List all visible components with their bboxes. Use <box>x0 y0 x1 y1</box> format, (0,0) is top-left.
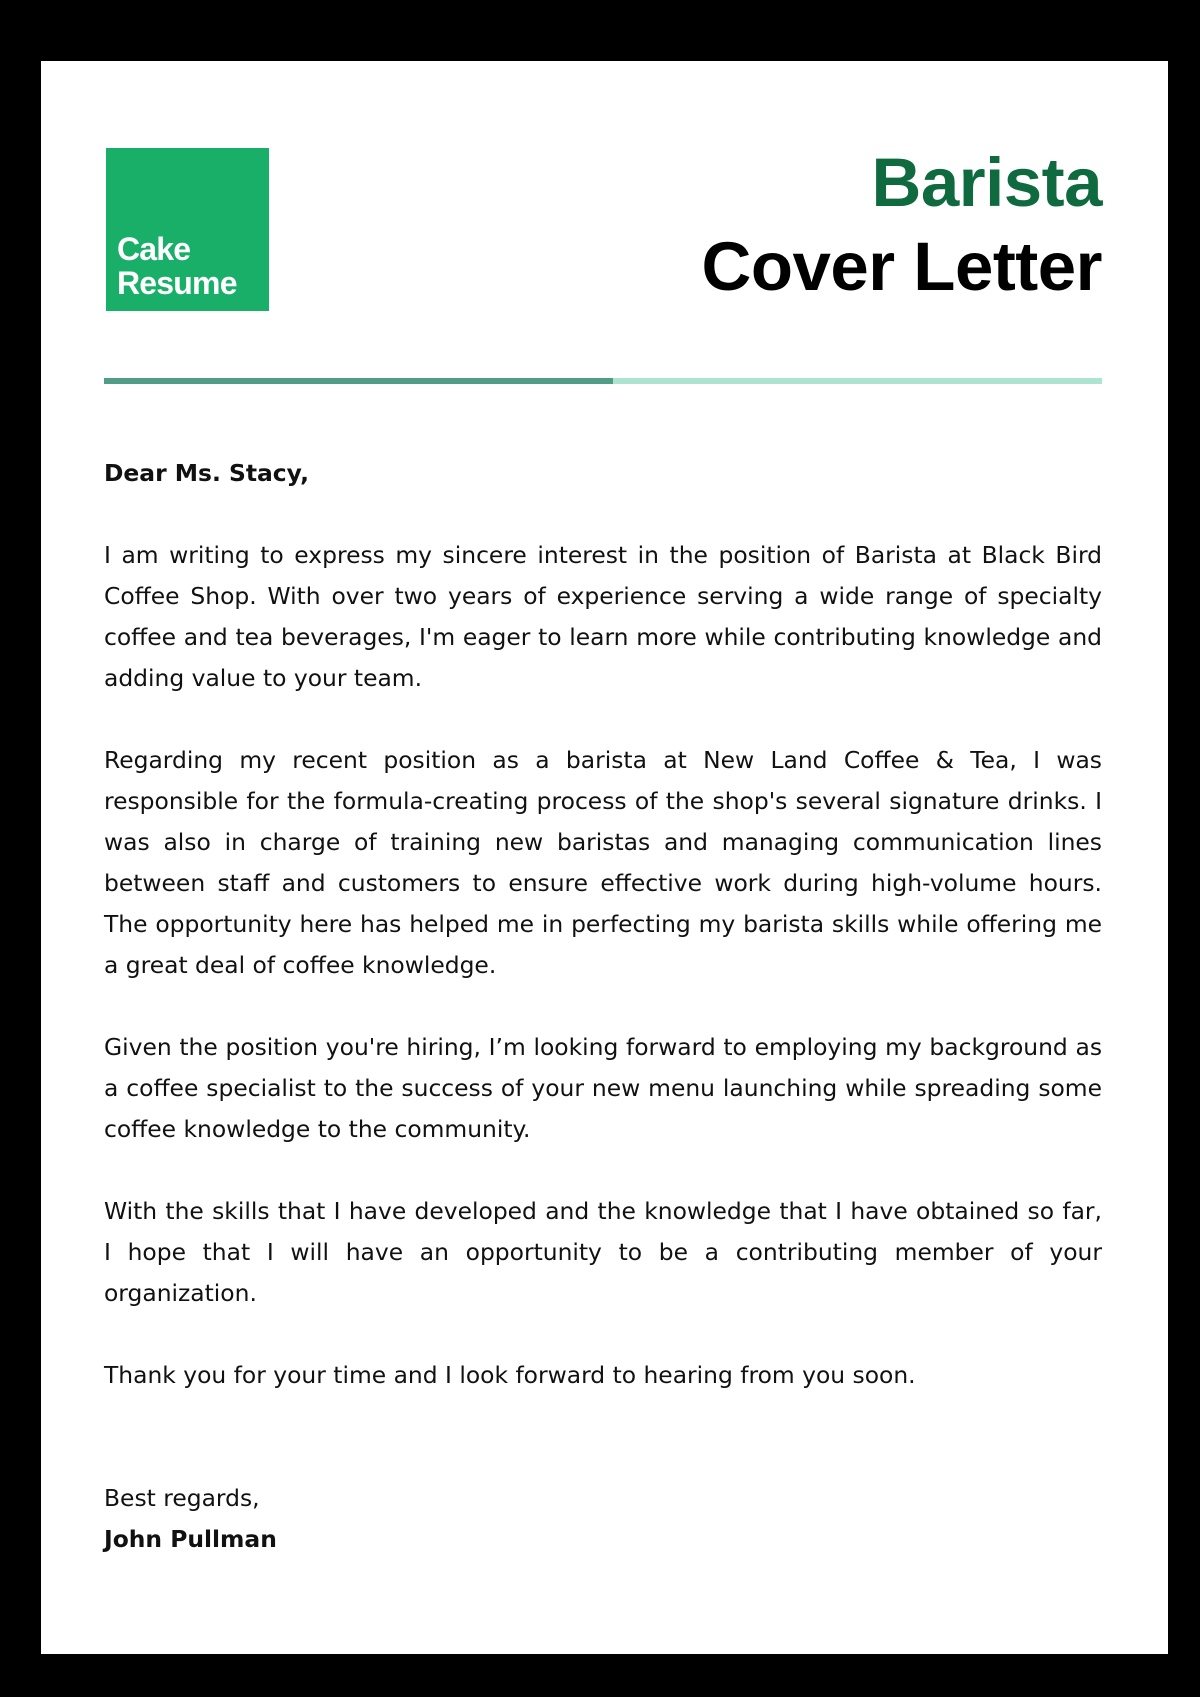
signer-name: John Pullman <box>104 1525 277 1553</box>
letter-page <box>41 61 1168 1654</box>
divider-segment-dark <box>104 378 613 384</box>
letter-body <box>104 453 1102 1560</box>
cakeresume-logo <box>106 148 269 311</box>
header-divider <box>104 378 1102 384</box>
paragraph-intro: I am writing to express my sincere interest in the position of Barista at Black Bird Coffee Shop. With over two years of experience serving a wide range of specialty coffee and tea beverages, I'm eager to learn more while contributing knowledge and adding value to your team. <box>104 541 1102 692</box>
title-role: Barista <box>871 144 1102 221</box>
title-document-type: Cover Letter <box>701 228 1102 305</box>
logo-text-line-1: Cake <box>117 231 191 267</box>
closing-block <box>104 1478 1102 1560</box>
logo-text-line-2: Resume <box>117 265 237 301</box>
signoff: Best regards, <box>104 1484 260 1512</box>
salutation: Dear Ms. Stacy, <box>104 459 309 487</box>
paragraph-experience: Regarding my recent position as a barista at New Land Coffee & Tea, I was responsible for the formula-creating process of the shop's several signature drinks. I was also in charge of training new baristas and managing communication lines between staff and customers to ensure effective work during high-volume hours. The opportunity here has helped me in perfecting my barista skills while offering me a great deal of coffee knowledge. <box>104 746 1102 979</box>
divider-segment-light <box>613 378 1102 384</box>
paragraph-motivation: Given the position you're hiring, I’m looking forward to employing my background as a coffee specialist to the success of your new menu launching while spreading some coffee knowledge to the community. <box>104 1033 1102 1143</box>
paragraph-thanks: Thank you for your time and I look forward to hearing from you soon. <box>104 1361 916 1389</box>
paragraph-hope: With the skills that I have developed and the knowledge that I have obtained so far, I hope that I will have an opportunity to be a contributing member of your organization. <box>104 1197 1102 1307</box>
